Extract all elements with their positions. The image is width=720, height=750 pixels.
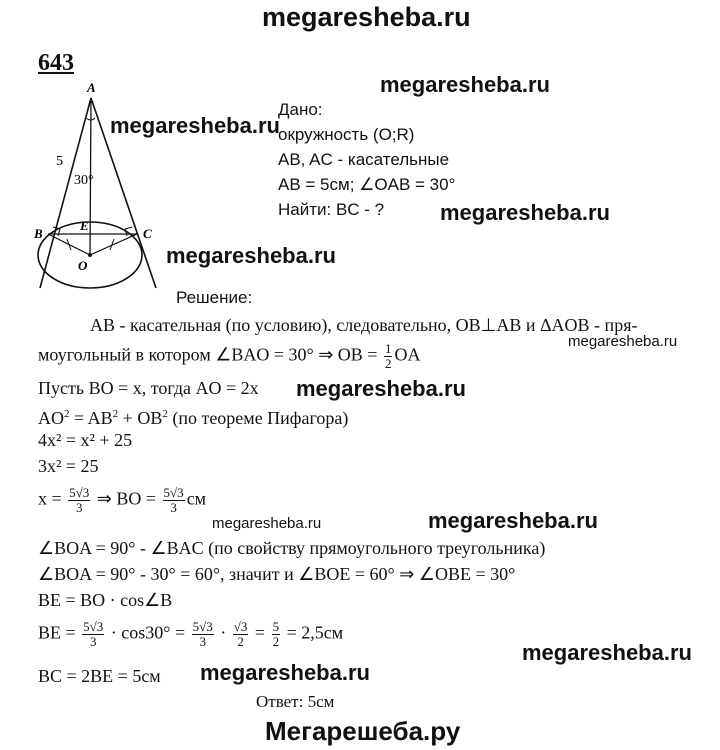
fraction-denominator: 2 — [237, 634, 244, 649]
label-c: C — [143, 226, 152, 241]
point-o — [88, 253, 92, 257]
text-part: · cos30° = — [106, 622, 190, 643]
fraction-one-half — [384, 342, 393, 371]
exponent: 2 — [112, 408, 119, 420]
geometry-figure — [22, 80, 172, 290]
tick-mark-ob — [67, 239, 71, 250]
label-angle-30: 30° — [74, 173, 94, 188]
fraction-denominator: 3 — [199, 634, 206, 649]
solution-line — [38, 620, 343, 649]
given-line: окружность (O;R) — [278, 125, 415, 144]
solution-line: 4x² = x² + 25 — [38, 430, 133, 450]
tangent-line-ac — [91, 98, 156, 288]
text-part: моугольный в котором ∠BAO = 30° ⇒ OB = — [38, 344, 382, 365]
text-part: = — [250, 622, 270, 643]
watermark: megaresheba.ru — [200, 660, 370, 685]
solution-line: BE = BO · cos∠B — [38, 590, 173, 610]
solution-line — [38, 342, 420, 371]
solution-line: ∠BOA = 90° - ∠BAC (по свойству прямоугольного треугольника) — [38, 538, 546, 558]
label-e: E — [80, 218, 89, 233]
label-b: B — [34, 226, 43, 241]
given-find: Найти: BC - ? — [278, 200, 385, 219]
fraction-numerator: √3 — [233, 619, 248, 634]
fraction-denominator: 3 — [89, 634, 97, 649]
watermark: megaresheba.ru — [440, 200, 610, 225]
fraction-5root3-3 — [192, 620, 214, 649]
fraction-5root3-3 — [163, 486, 185, 515]
text-part: = 2,5см — [282, 622, 344, 643]
solution-line: $AO^2 = AB^2 + OB^2$ (по теореме Пифагора) — [38, 408, 349, 428]
exponent: 2 — [162, 408, 168, 420]
text-part: см — [186, 488, 207, 509]
fraction-denominator: 2 — [384, 356, 392, 371]
solution-line: Пусть BO = x, тогда AO = 2x — [38, 378, 259, 398]
watermark: megaresheba.ru — [296, 376, 466, 401]
footer-brand: Мегарешеба.ру — [265, 716, 461, 746]
fraction-numerator: 5 — [272, 619, 280, 634]
given-line: AB, AC - касательные — [278, 150, 450, 169]
fraction-denominator: 2 — [272, 634, 280, 649]
given-block — [278, 97, 455, 222]
watermark: megaresheba.ru — [522, 640, 692, 665]
fraction-numerator: 5√3 — [69, 485, 90, 500]
solution-line: 3x² = 25 — [38, 456, 99, 476]
solution-line: AB - касательная (по условию), следовательно, OB⊥AB и ΔAOB - пря- — [90, 315, 638, 335]
fraction-root3-2 — [233, 620, 249, 649]
watermark: megaresheba.ru — [110, 113, 280, 138]
watermark-top: megaresheba.ru — [262, 2, 471, 32]
given-title: Дано: — [278, 100, 323, 119]
text-part: OA — [394, 344, 421, 365]
watermark: megaresheba.ru — [380, 72, 550, 97]
solution-line — [38, 486, 206, 515]
problem-number: 643 — [38, 50, 74, 76]
exponent: 2 — [64, 408, 70, 420]
watermark: megaresheba.ru — [166, 243, 336, 268]
fraction-5-2 — [272, 620, 281, 649]
solution-line: BC = 2BE = 5см — [38, 666, 161, 686]
text-part: BE = — [38, 622, 81, 643]
fraction-5root3-3 — [68, 486, 90, 515]
fraction-denominator: 3 — [170, 500, 177, 515]
given-line: AB = 5см; ∠OAB = 30° — [278, 175, 456, 194]
answer: Ответ: 5см — [256, 692, 335, 711]
watermark: megaresheba.ru — [212, 515, 322, 532]
solution-line: ∠BOA = 90° - 30° = 60°, значит и ∠BOE = 60° ⇒ ∠OBE = 30° — [38, 564, 516, 584]
label-side-ab: 5 — [56, 154, 63, 169]
text-part: x = — [38, 488, 67, 509]
label-o: O — [78, 258, 88, 273]
text-part: (по теореме Пифагора) — [172, 408, 349, 428]
radius-oc — [90, 234, 137, 255]
fraction-numerator: 5√3 — [83, 619, 104, 634]
fraction-numerator: 5√3 — [192, 619, 213, 634]
fraction-numerator: 1 — [384, 341, 392, 356]
fraction-5root3-3 — [82, 620, 104, 649]
watermark: megaresheba.ru — [568, 333, 678, 350]
text-part: ⇒ BO = — [92, 488, 161, 509]
fraction-numerator: 5√3 — [163, 485, 184, 500]
text-part: · — [215, 622, 231, 643]
fraction-denominator: 3 — [75, 500, 83, 515]
solution-heading: Решение: — [176, 288, 253, 307]
label-a: A — [87, 80, 96, 95]
watermark: megaresheba.ru — [428, 508, 598, 533]
